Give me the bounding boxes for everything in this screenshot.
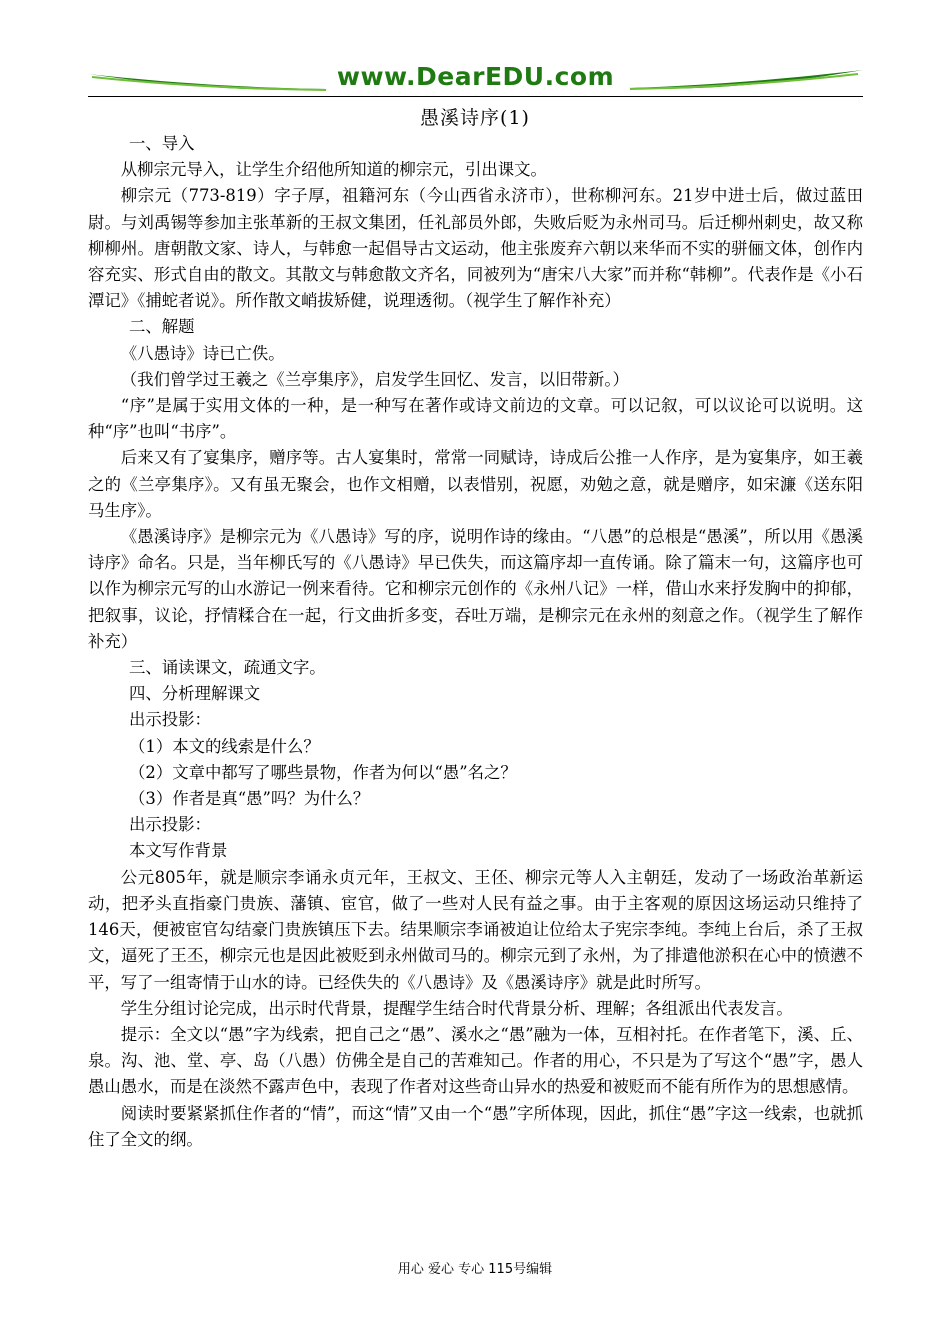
paragraph: 后来又有了宴集序，赠序等。古人宴集时，常常一同赋诗，诗成后公推一人作序，是为宴集序，如王羲之的《兰亭集序》。又有虽无聚会，也作文相赠，以表惜别，祝愿，劝勉之意，就是赠序，如宋濂《送东阳马生序》。 [88, 448, 863, 520]
question-item: （3）作者是真“愚”吗？为什么？ [129, 789, 370, 809]
section-heading-intro: 一、导入 [129, 134, 195, 153]
paragraph: 《八愚诗》诗已亡佚。 [120, 343, 285, 363]
section-heading-analysis: 四、分析理解课文 [129, 684, 261, 704]
paragraph: 出示投影： [129, 815, 211, 835]
header-rule [88, 96, 863, 97]
paragraph: 出示投影： [129, 710, 211, 730]
paragraph: 从柳宗元导入，让学生介绍他所知道的柳宗元，引出课文。 [120, 160, 547, 180]
paragraph: 《愚溪诗序》是柳宗元为《八愚诗》写的序，说明作诗的缘由。“八愚”的总根是“愚溪”，所以用《愚溪诗序》命名。只是，当年柳氏写的《八愚诗》早已佚失，而这篇序却一直传诵。除了篇末一句，这篇序也可以作为柳宗元写的山水游记一例来看待。它和柳宗元创作的《永州八记》一样，借山水来抒发胸中的抑郁，把叙事，议论，抒情糅合在一起，行文曲折多变，吞吐万端，是柳宗元在永州的刻意之作。（视学生了解作补充） [88, 527, 863, 651]
document-body [88, 131, 863, 1153]
page-footer: 用心 爱心 专心 115号编辑 [397, 1262, 553, 1277]
paragraph: 本文写作背景 [129, 841, 228, 861]
page-title: 愚溪诗序(1) [420, 107, 530, 129]
paragraph: 公元805年，就是顺宗李诵永贞元年，王叔文、王伾、柳宗元等人入主朝廷，发动了一场政治革新运动，把矛头直指豪门贵族、藩镇、宦官，做了一些对人民有益之事。由于主客观的原因这场运动只维持了146天，便被宦官勾结豪门贵族镇压下去。结果顺宗李诵被迫让位给太子宪宗李纯。李纯上台后，杀了王叔文，逼死了王丕，柳宗元也是因此被贬到永州做司马的。柳宗元到了永州，为了排遣他淤积在心中的愤懑不平，写了一组寄情于山水的诗。已经佚失的《八愚诗》及《愚溪诗序》就是此时所写。 [88, 867, 863, 992]
paragraph: “序”是属于实用文体的一种，是一种写在著作或诗文前边的文章。可以记叙，可以议论可以说明。这种“序”也叫“书序”。 [88, 396, 863, 442]
paragraph: 提示：全文以“愚”字为线索，把自己之“愚”、溪水之“愚”融为一体，互相衬托。在作者笔下，溪、丘、泉。沟、池、堂、亭、岛（八愚）仿佛全是自己的苦难知己。作者的用心，不只是为了写这个“愚”字，愚人愚山愚水，而是在淡然不露声色中，表现了作者对这些奇山异水的热爱和被贬而不能有所作为的思想感情。 [88, 1024, 863, 1097]
question-item: （2）文章中都写了哪些景物，作者为何以“愚”名之？ [129, 762, 517, 782]
section-heading-title-explain: 二、解题 [129, 317, 195, 337]
question-item: （1）本文的线索是什么？ [129, 736, 320, 756]
paragraph: 阅读时要紧紧抓住作者的“情”，而这“情”又由一个“愚”字所体现，因此，抓住“愚”字这一线索，也就抓住了全文的纲。 [88, 1103, 863, 1149]
paragraph: （我们曾学过王羲之《兰亭集序》，启发学生回忆、发言，以旧带新。） [120, 369, 629, 389]
paragraph: 柳宗元（773-819）字子厚，祖籍河东（今山西省永济市），世称柳河东。21岁中进士后，做过蓝田尉。与刘禹锡等参加主张革新的王叔文集团，任礼部员外郎，失败后贬为永州司马。后迁柳州刺史，故又称柳柳州。唐朝散文家、诗人，与韩愈一起倡导古文运动，他主张废弃六朝以来华而不实的骈俪文体，创作内容充实、形式自由的散文。其散文与韩愈散文齐名，同被列为“唐宋八大家”而并称“韩柳”。代表作是《小石潭记》《捕蛇者说》。所作散文峭拔矫健，说理透彻。（视学生了解作补充） [88, 186, 863, 311]
section-heading-reading: 三、诵读课文，疏通文字。 [129, 658, 326, 678]
paragraph: 学生分组讨论完成，出示时代背景，提醒学生结合时代背景分析、理解；各组派出代表发言。 [120, 998, 793, 1018]
site-logo-text: www.DearEDU.com [336, 62, 615, 91]
